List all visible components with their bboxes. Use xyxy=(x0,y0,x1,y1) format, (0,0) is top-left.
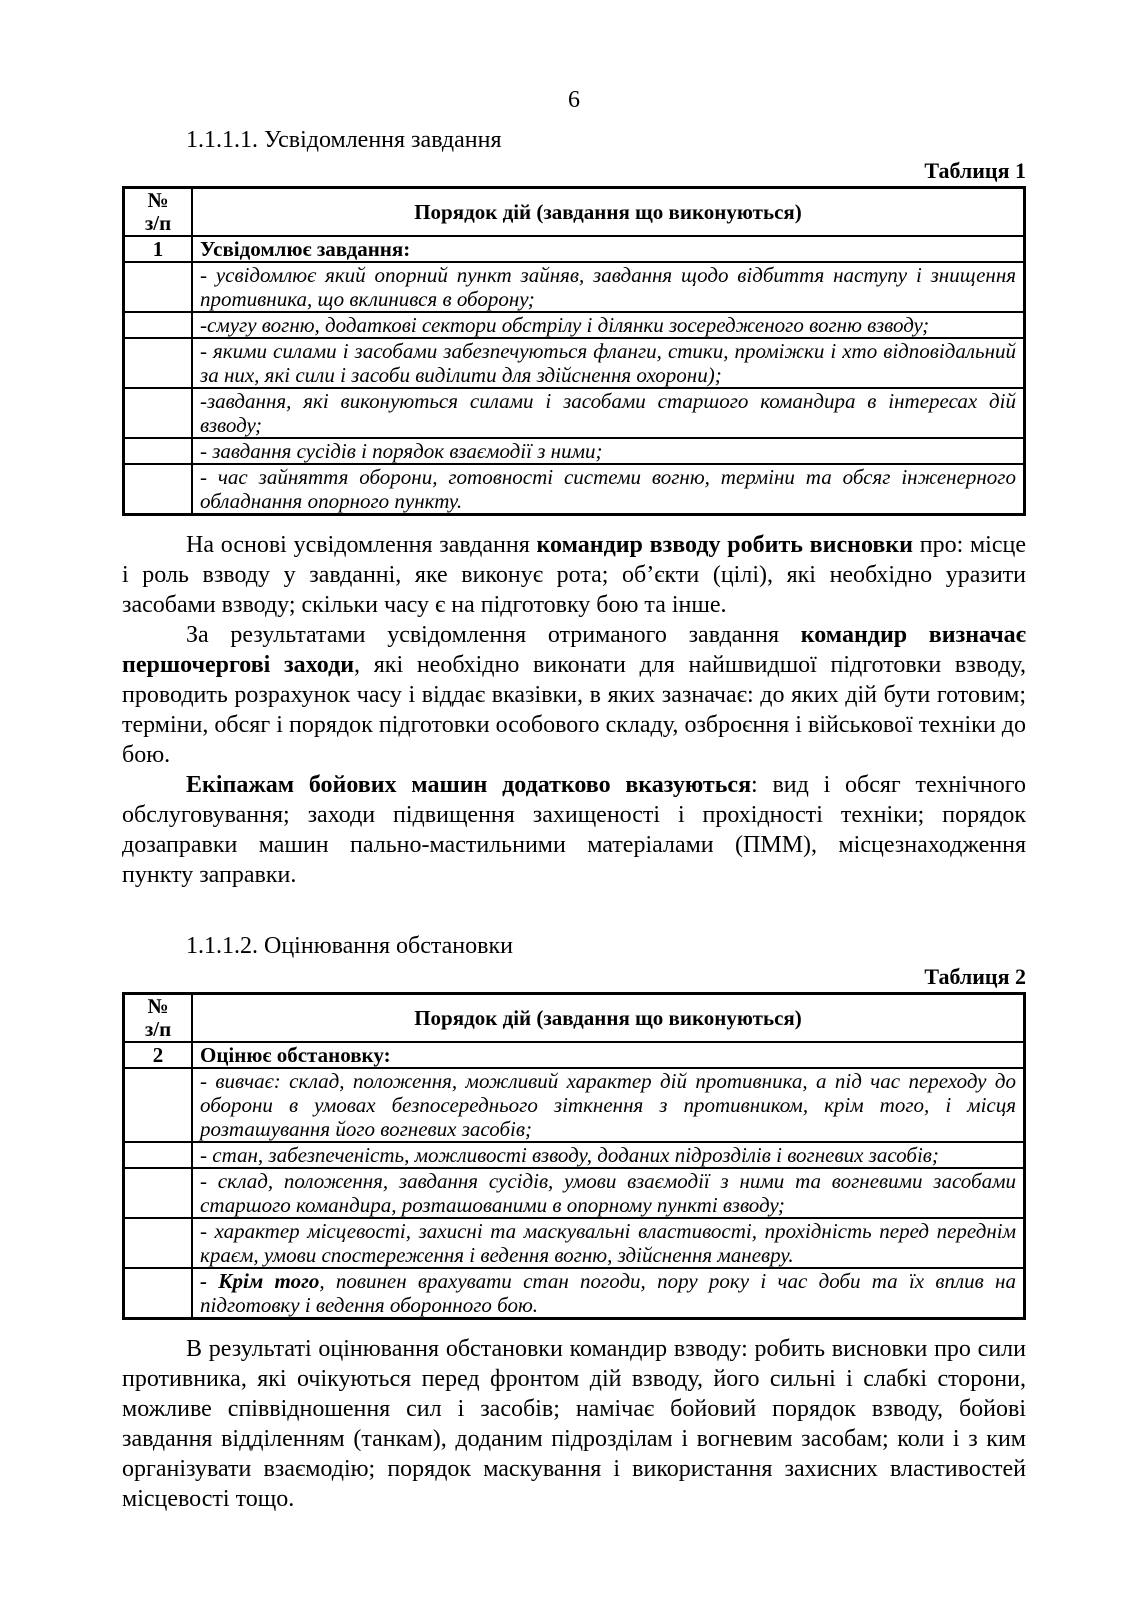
table-row xyxy=(124,236,1025,262)
row-number-empty xyxy=(124,464,193,515)
section-2-heading: 1.1.1.2. Оцінювання обстановки xyxy=(186,933,513,959)
table-2-actions-header: Порядок дій (завдання що виконуються) xyxy=(192,994,1025,1043)
table-item: - склад, положення, завдання сусідів, умови взаємодії з ними та вогневими засобами старшого командира, розташованими в опорному пункті взводу; xyxy=(192,1168,1025,1218)
table-row xyxy=(124,1042,1025,1068)
num-header-line1: № xyxy=(147,188,169,212)
table-row xyxy=(124,1268,1025,1319)
table-row xyxy=(124,312,1025,338)
table-row xyxy=(124,438,1025,464)
num-header-line1: № xyxy=(147,994,169,1018)
paragraph: За результатами усвідомлення отриманого завдання командир визначає першочергові заходи, які необхідно виконати для найшвидшої підготовки взводу, проводить розрахунок часу і віддає вказівки, в яких зазначає: до яких дій бути готовим; терміни, обсяг і порядок підготовки особового складу, озброєння і військової техніки до бою. xyxy=(122,622,1027,768)
table-1-header-row xyxy=(124,188,1025,237)
table-1-caption: Таблиця 1 xyxy=(924,158,1026,183)
table-row xyxy=(124,338,1025,388)
row-number-empty xyxy=(124,338,193,388)
table-item: - час зайняття оборони, готовності системи вогню, терміни та обсяг інженерного обладнання опорного пункту. xyxy=(192,464,1025,515)
table-row xyxy=(124,1218,1025,1268)
table-row xyxy=(124,388,1025,438)
row-number-empty xyxy=(124,1068,193,1142)
table-item: - усвідомлює який опорний пункт зайняв, завдання щодо відбиття наступу і знищення противника, що вклинився в оборону; xyxy=(192,262,1025,312)
table-row xyxy=(124,464,1025,515)
row-title: Усвідомлює завдання: xyxy=(192,236,1025,262)
num-header-line2: з/п xyxy=(144,1017,172,1041)
table-item: -смугу вогню, додаткові сектори обстрілу і ділянки зосередженого вогню взводу; xyxy=(192,312,1025,338)
paragraph: На основі усвідомлення завдання командир взводу робить висновки про: місце і роль взводу у завданні, яке виконує рота; об’єкти (цілі), які необхідно уразити засобами взводу; скільки часу є на підготовку бою та інше. xyxy=(122,532,1026,618)
table-2-header-row xyxy=(124,994,1025,1043)
table-2-caption: Таблиця 2 xyxy=(924,964,1026,989)
table-1-actions-header: Порядок дій (завдання що виконуються) xyxy=(192,188,1025,237)
table-row xyxy=(124,1168,1025,1218)
num-header-line2: з/п xyxy=(144,211,172,235)
table-item: - характер місцевості, захисні та маскувальні властивості, прохідність перед переднім краєм, умови спостереження і ведення вогню, здійснення маневру. xyxy=(192,1218,1025,1268)
table-row xyxy=(124,262,1025,312)
table-item: - вивчає: склад, положення, можливий характер дій противника, а під час переходу до оборони в умовах безпосереднього зіткнення з противником, крім того, і місця розташування його вогневих засобів; xyxy=(192,1068,1025,1142)
row-number-empty xyxy=(124,388,193,438)
page-number: 6 xyxy=(568,87,580,113)
row-number: 2 xyxy=(124,1042,193,1068)
table-1 xyxy=(122,186,1026,516)
table-item: - завдання сусідів і порядок взаємодії з ними; xyxy=(192,438,1025,464)
table-item: -завдання, які виконуються силами і засобами старшого командира в інтересах дій взводу; xyxy=(192,388,1025,438)
row-title: Оцінює обстановку: xyxy=(192,1042,1025,1068)
table-row xyxy=(124,1068,1025,1142)
table-2 xyxy=(122,992,1026,1320)
table-1-num-header xyxy=(124,188,193,237)
row-number-empty xyxy=(124,262,193,312)
row-number-empty xyxy=(124,312,193,338)
row-number-empty xyxy=(124,1168,193,1218)
row-number-empty xyxy=(124,1142,193,1168)
table-item: - якими силами і засобами забезпечуються фланги, стики, проміжки і хто відповідальний за них, які сили і засоби виділити для здійснення охорони); xyxy=(192,338,1025,388)
table-item: - Крім того, повинен врахувати стан погоди, пору року і час доби та їх вплив на підготовку і ведення оборонного бою. xyxy=(192,1268,1025,1319)
table-row xyxy=(124,1142,1025,1168)
table-item: - стан, забезпеченість, можливості взводу, доданих підрозділів і вогневих засобів; xyxy=(192,1142,1025,1168)
row-number: 1 xyxy=(124,236,193,262)
row-number-empty xyxy=(124,438,193,464)
table-2-num-header xyxy=(124,994,193,1043)
paragraph: Екіпажам бойових машин додатково вказуються: вид і обсяг технічного обслуговування; заходи підвищення захищеності і прохідності техніки; порядок дозаправки машин пально-мастильними матеріалами (ПММ), місцезнаходження пункту заправки. xyxy=(122,772,1026,888)
paragraph: В результаті оцінювання обстановки командир взводу: робить висновки про сили противника, які очікуються перед фронтом дій взводу, його сильні і слабкі сторони, можливе співвідношення сил і засобів; намічає бойовий порядок взводу, бойові завдання відділенням (танкам), доданим підрозділам і вогневим засобам; коли і з ким організувати взаємодію; порядок маскування і використання захисних властивостей місцевості тощо. xyxy=(122,1336,1026,1512)
row-number-empty xyxy=(124,1218,193,1268)
section-1-heading: 1.1.1.1. Усвідомлення завдання xyxy=(186,127,502,153)
row-number-empty xyxy=(124,1268,193,1319)
